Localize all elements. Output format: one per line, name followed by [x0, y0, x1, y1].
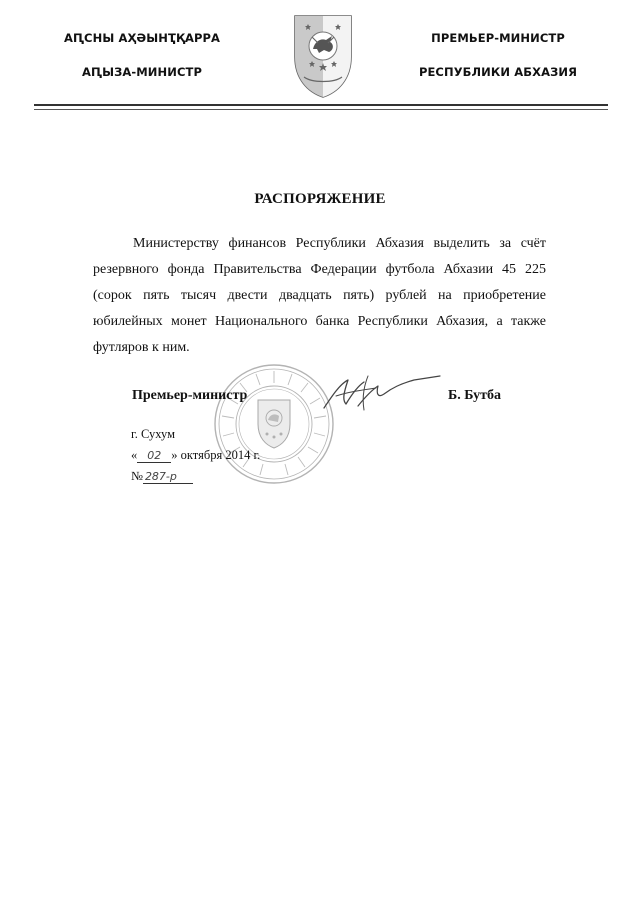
header-divider-thick [34, 104, 608, 106]
header-left-line2: АԤЫЗА-МИНИСТР [82, 65, 202, 79]
header-right-line2: РЕСПУБЛИКИ АБХАЗИЯ [418, 65, 578, 79]
document-body: Министерству финансов Республики Абхазия выделить за счёт резервного фонда Правительства Федерации футбола Абхазии 45 225 (сорок пять тысяч двести двадцать пять) рублей на приобретение юбилейных монет Национального банка Республики Абхазия, а также футляров к ним. [93, 236, 546, 355]
document-title: РАСПОРЯЖЕНИЕ [254, 191, 386, 207]
handwritten-signature-icon [318, 366, 444, 416]
signer-name: Б. Бутба [448, 388, 502, 403]
document-city: г. Сухум [131, 427, 176, 441]
header-left-line1: АԤСНЫ АҲӘЫНҬҚАРРА [63, 31, 221, 45]
date-prefix: « [131, 448, 138, 462]
document-number [131, 469, 193, 484]
date-suffix: » октября 2014 г. [171, 448, 261, 462]
date-day: 02 [137, 450, 171, 463]
signer-position: Премьер-министр [132, 388, 248, 403]
number-value: 287-р [143, 471, 193, 484]
abkhazia-coat-of-arms-icon [292, 13, 354, 99]
number-prefix: № [131, 469, 143, 483]
header-right-line1: ПРЕМЬЕР-МИНИСТР [431, 31, 565, 45]
header-divider-thin [34, 109, 608, 110]
document-date [131, 448, 260, 463]
